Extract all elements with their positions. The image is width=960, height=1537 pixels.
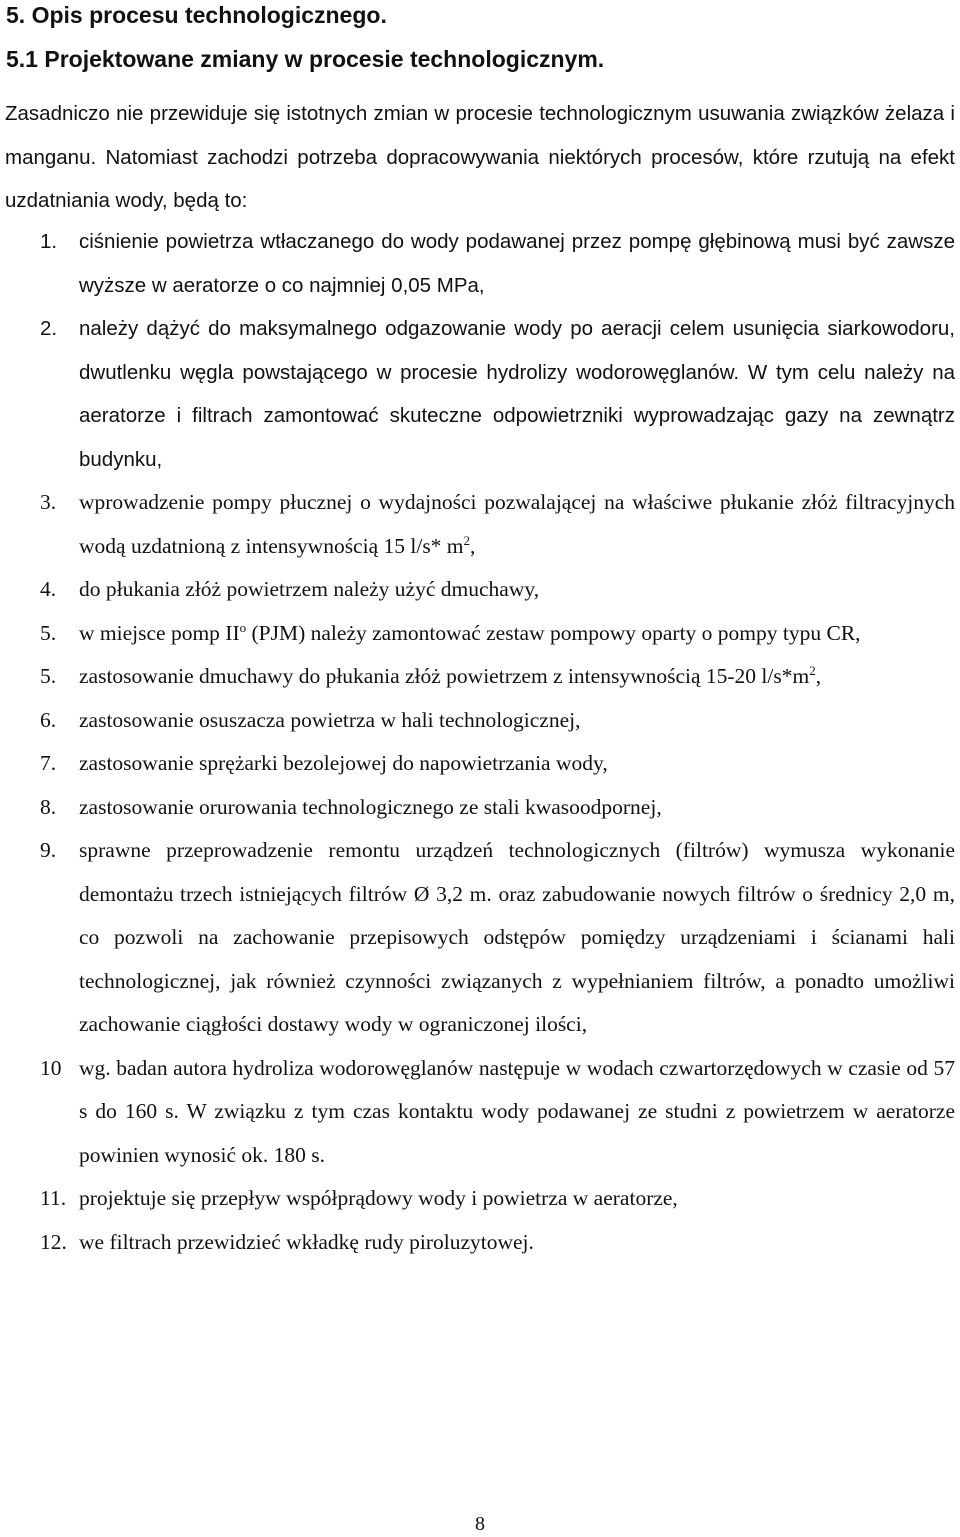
list-item-text: sprawne przeprowadzenie remontu urządzeń technologicznych (filtrów) wymusza wykonanie demontażu trzech istniejących filtrów Ø 3,2 m. oraz zabudowanie nowych filtrów o średnicy 2,0 m, co pozwoli na zachowanie przepisowych odstępów pomiędzy urządzeniami i ścianami hali technologicznej, jak również czynności związanych z wypełnianiem filtrów, a ponadto umożliwi zachowanie ciągłości dostawy wody w ograniczonej ilości, — [79, 838, 955, 1036]
list-item — [0, 612, 955, 656]
list-item — [0, 307, 955, 481]
list-item-number: 5. — [40, 620, 57, 645]
list-item-text: zastosowanie osuszacza powietrza w hali technologicznej, — [79, 707, 581, 732]
superscript: o — [239, 619, 247, 635]
list-item-text-tail: , — [470, 533, 476, 558]
list-item-text: projektuje się przepływ współprądowy wody i powietrza w aeratorze, — [79, 1186, 678, 1210]
list-item-number: 3. — [40, 490, 57, 514]
list-item-text: zastosowanie orurowania technologicznego ze stali kwasoodpornej, — [79, 794, 662, 819]
list-item-number: 6. — [40, 707, 57, 732]
list-item — [0, 220, 955, 307]
subsection-heading: 5.1 Projektowane zmiany w procesie technologicznym. — [6, 46, 605, 72]
list-item — [0, 786, 955, 830]
superscript: 2 — [809, 662, 816, 678]
list-item — [0, 1047, 955, 1178]
list-item-number: 7. — [40, 751, 57, 775]
list-item — [0, 699, 955, 743]
list-item — [0, 481, 955, 568]
list-item — [0, 742, 955, 786]
list-item-text: zastosowanie sprężarki bezolejowej do napowietrzania wody, — [79, 751, 608, 775]
list-item-text: w miejsce pomp II — [79, 620, 240, 645]
list-item — [0, 1221, 955, 1265]
list-item-text: ciśnienie powietrza wtłaczanego do wody podawanej przez pompę głębinową musi być zawsze wyższe w aeratorze o co najmniej 0,05 MPa, — [79, 230, 955, 297]
list-item-number: 8. — [40, 794, 57, 819]
list-item-text-tail: (PJM) należy zamontować zestaw pompowy oparty o pompy typu CR, — [246, 620, 861, 645]
list-item — [0, 655, 955, 699]
list-item-number: 1. — [40, 230, 58, 253]
list-item — [0, 568, 955, 612]
list-item-number: 5. — [40, 664, 57, 688]
list-item-number: 10 — [40, 1055, 62, 1080]
list-item-text: wg. badan autora hydroliza wodorowęglanów następuje w wodach czwartorzędowych w czasie od 57 s do 160 s. W związku z tym czas kontaktu wody podawanej ze studni z powietrzem w aeratorze powinien wynosić ok. 180 s. — [79, 1055, 955, 1167]
list-item-number: 2. — [40, 317, 58, 340]
list-item-text: należy dążyć do maksymalnego odgazowanie wody po aeracji celem usunięcia siarkowodoru, dwutlenku węgla powstającego w procesie hydrolizy wodorowęglanów. W tym celu należy na aeratorze i filtrach zamontować skuteczne odpowietrzniki wyprowadzając gazy na zewnątrz budynku, — [79, 317, 955, 471]
list-item-text: zastosowanie dmuchawy do płukania złóż powietrzem z intensywnością 15-20 l/s*m — [79, 664, 810, 688]
list-item-text: wprowadzenie pompy płucznej o wydajności pozwalającej na właściwe płukanie złóż filtracyjnych wodą uzdatnioną z intensywnością 15 l/s* m — [79, 490, 955, 558]
intro-paragraph: Zasadniczo nie przewiduje się istotnych zmian w procesie technologicznym usuwania związków żelaza i manganu. Natomiast zachodzi potrzeba dopracowywania niektórych procesów, które rzutują na efekt uzdatniania wody, będą to: — [5, 102, 955, 212]
list-item-number: 9. — [40, 838, 57, 862]
list-item-text: we filtrach przewidzieć wkładkę rudy piroluzytowej. — [79, 1229, 534, 1254]
list-item-number: 11. — [40, 1186, 67, 1210]
requirements-list — [0, 220, 960, 1264]
page-number: 8 — [475, 1513, 485, 1535]
list-item-number: 4. — [40, 577, 57, 601]
list-item — [0, 1177, 955, 1221]
superscript: 2 — [463, 532, 471, 548]
list-item-number: 12. — [40, 1229, 67, 1254]
list-item-text: do płukania złóż powietrzem należy użyć dmuchawy, — [79, 577, 540, 601]
list-item — [0, 829, 955, 1047]
list-item-text-tail: , — [815, 664, 822, 688]
section-heading: 5. Opis procesu technologicznego. — [6, 2, 387, 28]
